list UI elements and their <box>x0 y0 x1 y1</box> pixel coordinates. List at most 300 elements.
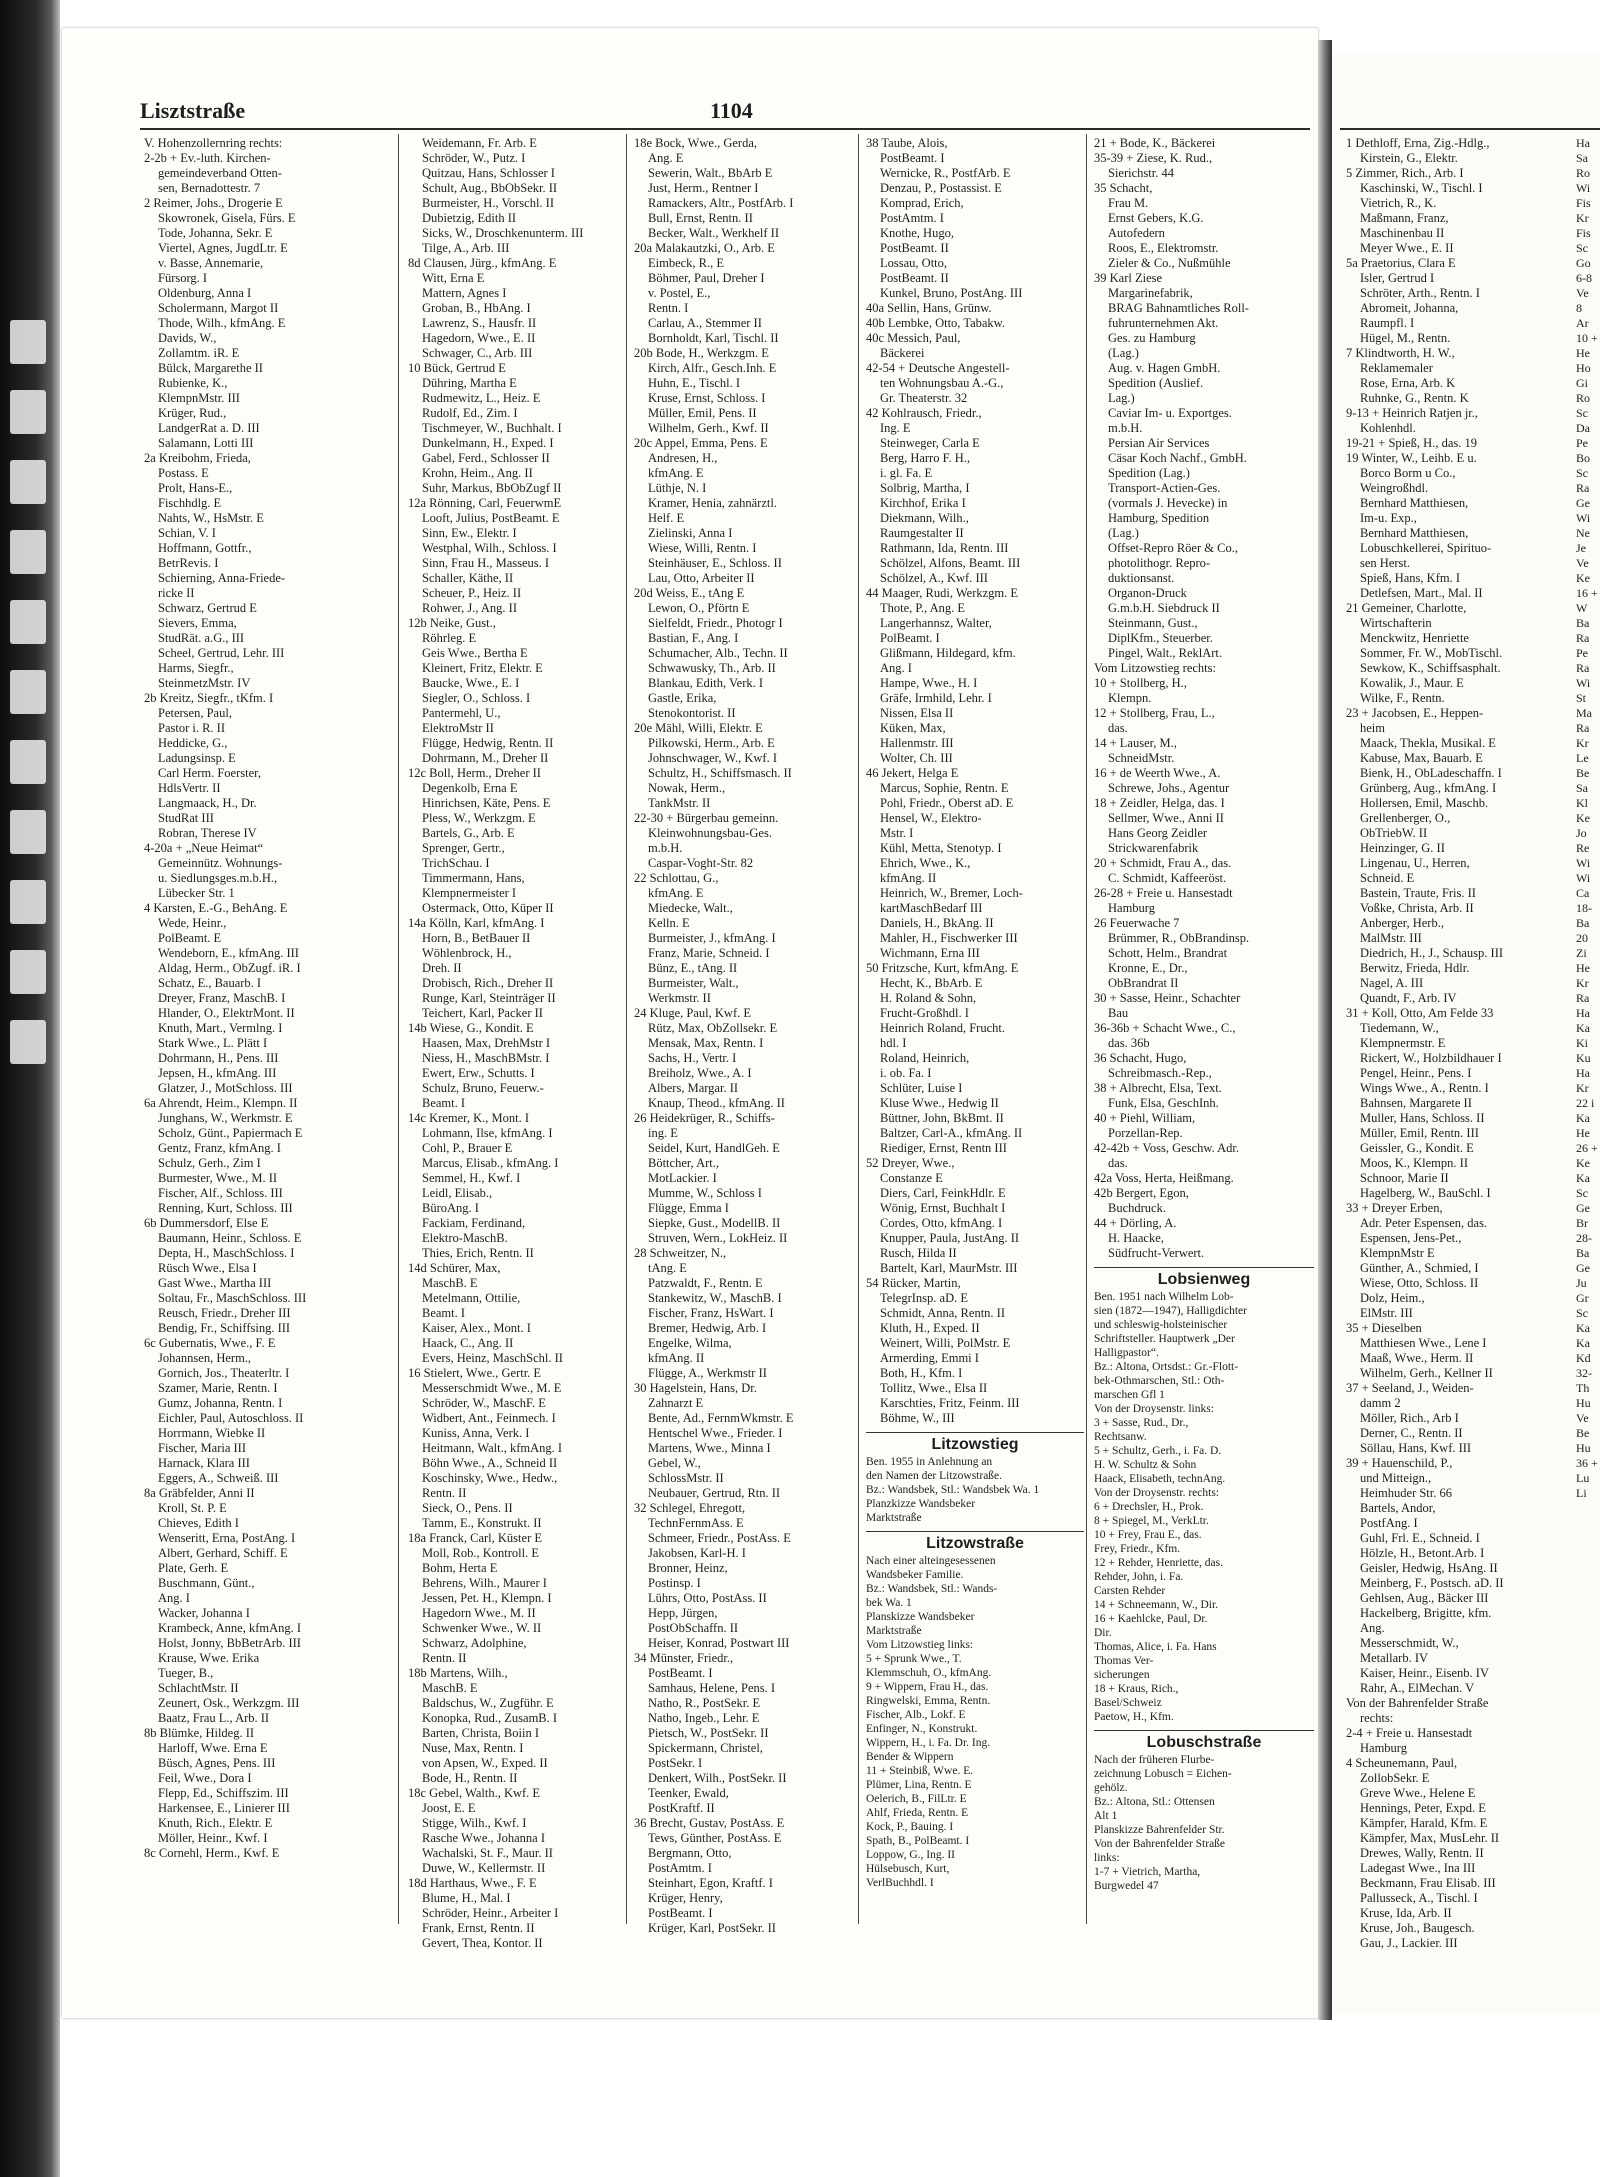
directory-entry: Feil, Wwe., Dora I <box>158 1771 252 1785</box>
directory-entry: rechts: <box>1360 1711 1394 1725</box>
directory-entry: Bornholdt, Karl, Tischl. II <box>648 331 779 345</box>
directory-entry: Frey, Friedr., Kfm. <box>1094 1543 1181 1555</box>
directory-entry: 10 + <box>1576 331 1598 345</box>
directory-entry: Ve <box>1576 1411 1589 1425</box>
directory-entry: Dreh. II <box>422 961 462 975</box>
directory-entry: Paetow, H., Kfm. <box>1094 1711 1174 1723</box>
directory-entry: Fischer, Franz, HsWart. I <box>648 1306 774 1320</box>
directory-entry: Bz.: Altona, Stl.: Ottensen <box>1094 1796 1215 1808</box>
directory-entry: Sellmer, Wwe., Anni II <box>1108 811 1224 825</box>
directory-entry: PostSekr. I <box>648 1756 703 1770</box>
directory-entry: Flügge, Emma I <box>648 1201 729 1215</box>
directory-entry: TechnFernmAss. E <box>648 1516 744 1530</box>
directory-entry: Heinzinger, G. II <box>1360 841 1445 855</box>
directory-entry: Ho <box>1576 361 1591 375</box>
directory-entry: Caviar Im- u. Exportges. <box>1108 406 1232 420</box>
directory-entry: Rudmewitz, L., Heiz. E <box>422 391 541 405</box>
directory-entry: Bernhard Matthiesen, <box>1360 526 1469 540</box>
directory-entry: Kruse, Ernst, Schloss. I <box>648 391 766 405</box>
directory-entry: PolBeamt. E <box>158 931 222 945</box>
directory-entry: Pietsch, W., PostSekr. II <box>648 1726 769 1740</box>
directory-entry: Südfrucht-Verwert. <box>1108 1246 1205 1260</box>
directory-entry: Baumann, Heinr., Schloss. E <box>158 1231 302 1245</box>
directory-entry: TankMstr. II <box>648 796 711 810</box>
directory-entry: Wendeborn, E., kfmAng. III <box>158 946 299 960</box>
directory-entry: Muller, Hans, Schloss. II <box>1360 1111 1485 1125</box>
directory-entry: Plate, Gerh. E <box>158 1561 229 1575</box>
directory-entry: Be <box>1576 1426 1590 1440</box>
directory-entry: Thomas, Alice, i. Fa. Hans <box>1094 1641 1217 1653</box>
directory-entry: Carlau, A., Stemmer II <box>648 316 762 330</box>
directory-entry: kartMaschBedarf III <box>880 901 983 915</box>
directory-entry: Wede, Heinr., <box>158 916 227 930</box>
directory-entry: Rubienke, K., <box>158 376 228 390</box>
directory-entry: Bz.: Wandsbek, Stl.: Wands- <box>866 1583 998 1595</box>
directory-entry: Burmeister, Walt., <box>648 976 739 990</box>
directory-entry: Dühring, Martha E <box>422 376 517 390</box>
directory-entry: Von der Droysenstr. rechts: <box>1094 1487 1219 1499</box>
directory-entry: 30 + Sasse, Heinr., Schachter <box>1094 991 1241 1005</box>
directory-entry: Heitmann, Walt., kfmAng. I <box>422 1441 563 1455</box>
directory-entry: Duwe, W., Kellermstr. II <box>422 1861 546 1875</box>
directory-entry: Ka <box>1576 1111 1590 1125</box>
directory-entry: Von der Bahrenfelder Straße <box>1094 1838 1226 1850</box>
directory-entry: Klemmschuh, O., kfmAng. <box>866 1667 992 1679</box>
directory-entry: Horn, B., BetBauer II <box>422 931 531 945</box>
directory-entry: Möller, Heinr., Kwf. I <box>158 1831 268 1845</box>
directory-entry: Zeunert, Osk., Werkzgm. III <box>158 1696 300 1710</box>
directory-entry: Hallenmstr. III <box>880 736 954 750</box>
directory-entry: 26-28 + Freie u. Hansestadt <box>1094 886 1233 900</box>
directory-entry: 16 + <box>1576 586 1598 600</box>
directory-entry: ElMstr. III <box>1360 1306 1413 1320</box>
directory-entry: 20d Weiss, E., tAng E <box>634 586 745 600</box>
directory-entry: 44 + Dörling, A. <box>1094 1216 1177 1230</box>
directory-entry: Rüsch Wwe., Elsa I <box>158 1261 257 1275</box>
directory-entry: Nach einer alteingesessenen <box>866 1555 996 1567</box>
directory-entry: Pohl, Friedr., Oberst aD. E <box>880 796 1014 810</box>
directory-entry: 5 + Sprunk Wwe., T. <box>866 1653 962 1665</box>
directory-entry: Von der Droysenstr. links: <box>1094 1403 1214 1415</box>
directory-entry: Lawrenz, S., Hausfr. II <box>422 316 537 330</box>
directory-entry: Dubietzig, Edith II <box>422 211 517 225</box>
directory-entry: und Mitteign., <box>1360 1471 1432 1485</box>
directory-entry: 28- <box>1576 1231 1592 1245</box>
directory-entry: Gabel, Ferd., Schlosser II <box>422 451 550 465</box>
column-divider <box>858 134 859 1924</box>
directory-entry: Bull, Ernst, Rentn. II <box>648 211 753 225</box>
directory-entry: Kämpfer, Max, MusLehr. II <box>1360 1831 1500 1845</box>
directory-entry: 14c Kremer, K., Mont. I <box>408 1111 529 1125</box>
directory-entry: Ladegast Wwe., Ina III <box>1360 1861 1476 1875</box>
directory-entry: Joost, E. E <box>422 1801 476 1815</box>
directory-entry: Sa <box>1576 781 1588 795</box>
directory-entry: 34 Münster, Friedr., <box>634 1651 734 1665</box>
directory-entry: Schneid. E <box>1360 871 1415 885</box>
directory-entry: Kr <box>1576 736 1589 750</box>
directory-entry: Denzau, P., Postassist. E <box>880 181 1002 195</box>
directory-entry: Oldenburg, Anna I <box>158 286 252 300</box>
directory-entry: Zieler & Co., Nußmühle <box>1108 256 1231 270</box>
directory-entry: 21 Gemeiner, Charlotte, <box>1346 601 1467 615</box>
directory-entry: Schmeer, Friedr., PostAss. E <box>648 1531 791 1545</box>
directory-entry: Derner, C., Rentn. II <box>1360 1426 1463 1440</box>
directory-entry: 10 + Stollberg, H., <box>1094 676 1187 690</box>
directory-entry: Patzwaldt, F., Rentn. E <box>648 1276 763 1290</box>
directory-entry: das. <box>1108 721 1128 735</box>
directory-entry: Rudolf, Ed., Zim. I <box>422 406 518 420</box>
directory-entry: Baucke, Wwe., E. I <box>422 676 520 690</box>
directory-entry: ObBrandrat II <box>1108 976 1179 990</box>
directory-entry: Ges. zu Hamburg <box>1108 331 1196 345</box>
directory-entry: Diers, Carl, FeinkHdlr. E <box>880 1186 1006 1200</box>
directory-entry: Dolz, Heim., <box>1360 1291 1425 1305</box>
directory-entry: Je <box>1576 541 1586 555</box>
directory-entry: Ra <box>1576 721 1590 735</box>
directory-entry: Bau <box>1108 1006 1129 1020</box>
directory-entry: sen Herst. <box>1360 556 1410 570</box>
directory-entry: Ra <box>1576 661 1590 675</box>
page-number: 1104 <box>710 98 753 123</box>
directory-entry: Böhn Wwe., A., Schneid II <box>422 1456 558 1470</box>
directory-entry: Cäsar Koch Nachf., GmbH. <box>1108 451 1247 465</box>
directory-entry: Armerding, Emmi I <box>880 1351 979 1365</box>
directory-entry: Grünberg, Aug., kfmAng. I <box>1360 781 1497 795</box>
directory-entry: Ba <box>1576 916 1590 930</box>
directory-entry: Gebel, W., <box>648 1456 701 1470</box>
directory-entry: Schröder, W., MaschF. E <box>422 1396 546 1410</box>
directory-entry: Bernhard Matthiesen, <box>1360 496 1469 510</box>
column-divider <box>398 134 399 1924</box>
directory-entry: Roos, E., Elektromstr. <box>1108 241 1219 255</box>
directory-entry: Seidel, Kurt, HandlGeh. E <box>648 1141 780 1155</box>
directory-entry: 38 + Albrecht, Elsa, Text. <box>1094 1081 1222 1095</box>
directory-entry: PostBeamt. I <box>880 151 945 165</box>
directory-entry: 9-13 + Heinrich Ratjen jr., <box>1346 406 1479 420</box>
directory-entry: 16 + de Weerth Wwe., A. <box>1094 766 1221 780</box>
directory-entry: 3 + Sasse, Rud., Dr., <box>1094 1417 1189 1429</box>
directory-entry: Berwitz, Frieda, Hdlr. <box>1360 961 1470 975</box>
directory-entry: Knuth, Rich., Elektr. E <box>158 1816 273 1830</box>
directory-entry: 39 + Hauenschild, P., <box>1346 1456 1453 1470</box>
directory-entry: Planzkizze Wandsbeker <box>866 1498 976 1510</box>
directory-entry: kfmAng. II <box>648 1351 705 1365</box>
directory-entry: Vom Litzowstieg links: <box>866 1639 974 1651</box>
directory-entry: tAng. E <box>648 1261 687 1275</box>
directory-entry: Ostermack, Otto, Küper II <box>422 901 554 915</box>
directory-entry: Ge <box>1576 496 1590 510</box>
directory-entry: Mumme, W., Schloss I <box>648 1186 762 1200</box>
directory-entry: Glißmann, Hildegard, kfm. <box>880 646 1016 660</box>
directory-entry: Kleinert, Fritz, Elektr. E <box>422 661 543 675</box>
directory-entry: Bünz, E., tAng. II <box>648 961 738 975</box>
directory-entry: Ben. 1951 nach Wilhelm Lob- <box>1094 1291 1234 1303</box>
directory-entry: SchlachtMstr. II <box>158 1681 239 1695</box>
directory-entry: Thote, P., Ang. E <box>880 601 966 615</box>
directory-entry: Büsch, Agnes, Pens. III <box>158 1756 276 1770</box>
directory-entry: Nuse, Max, Rentn. I <box>422 1741 524 1755</box>
directory-entry: Flepp, Ed., Schiffszim. III <box>158 1786 289 1800</box>
directory-entry: PostBeamt. II <box>880 271 949 285</box>
directory-entry: Th <box>1576 1381 1590 1395</box>
directory-entry: 12b Neike, Gust., <box>408 616 496 630</box>
directory-entry: Wippern, H., i. Fa. Dr. Ing. <box>866 1737 991 1749</box>
directory-entry: BRAG Bahnamtliches Roll- <box>1108 301 1249 315</box>
directory-entry: 32- <box>1576 1366 1592 1380</box>
directory-entry: Scholermann, Margot II <box>158 301 279 315</box>
directory-entry: Kroll, St. P. E <box>158 1501 227 1515</box>
directory-entry: Sc <box>1576 466 1588 480</box>
directory-entry: Stankewitz, W., MaschB. I <box>648 1291 782 1305</box>
directory-entry: Rickert, W., Holzbildhauer I <box>1360 1051 1502 1065</box>
directory-entry: Rahr, A., ElMechan. V <box>1360 1681 1475 1695</box>
directory-entry: Ruhnke, G., Rentn. K <box>1360 391 1469 405</box>
directory-entry: Leidl, Elisab., <box>422 1186 493 1200</box>
directory-entry: Kaiser, Alex., Mont. I <box>422 1321 531 1335</box>
directory-entry: Beamt. I <box>422 1306 466 1320</box>
directory-entry: Sc <box>1576 241 1588 255</box>
directory-entry: 18e Bock, Wwe., Gerda, <box>634 136 757 150</box>
directory-entry: Hennings, Peter, Expd. E <box>1360 1801 1486 1815</box>
directory-entry: Ba <box>1576 616 1590 630</box>
directory-entry: Margarinefabrik, <box>1108 286 1193 300</box>
directory-entry: Tiedemann, W., <box>1360 1021 1439 1035</box>
directory-entry: H. W. Schultz & Sohn <box>1094 1459 1197 1471</box>
directory-entry: 5 + Schultz, Gerh., i. Fa. D. <box>1094 1445 1222 1457</box>
directory-entry: Solbrig, Martha, I <box>880 481 970 495</box>
directory-entry: Maack, Thekla, Musikal. E <box>1360 736 1496 750</box>
directory-entry: 9 + Wippern, Frau H., das. <box>866 1681 989 1693</box>
directory-entry: Ra <box>1576 991 1590 1005</box>
directory-entry: 18b Martens, Wilh., <box>408 1666 508 1680</box>
directory-entry: Natho, R., PostSekr. E <box>648 1696 761 1710</box>
directory-entry: 50 Fritzsche, Kurt, kfmAng. E <box>866 961 1019 975</box>
directory-entry: Tode, Johanna, Sekr. E <box>158 226 273 240</box>
directory-entry: 42b Bergert, Egon, <box>1094 1186 1189 1200</box>
directory-entry: Gr. Theaterstr. 32 <box>880 391 968 405</box>
directory-entry: Bergmann, Otto, <box>648 1846 732 1860</box>
directory-entry: Koschinsky, Wwe., Hedw., <box>422 1471 558 1485</box>
directory-entry: Flügge, A., Werkmstr II <box>648 1366 767 1380</box>
directory-entry: Wi <box>1576 676 1591 690</box>
directory-entry: Bartels, G., Arb. E <box>422 826 515 840</box>
directory-entry: Lingenau, U., Herren, <box>1360 856 1470 870</box>
directory-entry: Fis <box>1576 226 1591 240</box>
directory-entry: Fis <box>1576 196 1591 210</box>
directory-entry: photolithogr. Repro- <box>1108 556 1211 570</box>
directory-entry: Hamburg, Spedition <box>1108 511 1210 525</box>
directory-entry: Sierichstr. 44 <box>1108 166 1174 180</box>
directory-entry: Sieck, O., Pens. II <box>422 1501 513 1515</box>
directory-entry: Knothe, Hugo, <box>880 226 954 240</box>
directory-entry: Klempn. <box>1108 691 1152 705</box>
directory-entry: Funk, Elsa, GeschInh. <box>1108 1096 1219 1110</box>
directory-entry: Spath, B., PolBeamt. I <box>866 1835 970 1847</box>
directory-entry: 10 Bück, Gertrud E <box>408 361 506 375</box>
directory-entry: Kämpfer, Harald, Kfm. E <box>1360 1816 1488 1830</box>
directory-entry: Hoffmann, Gottfr., <box>158 541 252 555</box>
directory-entry: Ha <box>1576 1006 1590 1020</box>
directory-entry: Kirch, Alfr., Gesch.Inh. E <box>648 361 777 375</box>
directory-entry: Marcus, Elisab., kfmAng. I <box>422 1156 559 1170</box>
directory-entry: Hu <box>1576 1396 1591 1410</box>
directory-entry: Küken, Max, <box>880 721 946 735</box>
directory-entry: St <box>1576 691 1587 705</box>
directory-entry: Sicks, W., Droschkenunterm. III <box>422 226 584 240</box>
directory-entry: Go <box>1576 256 1591 270</box>
directory-entry: 18a Franck, Carl, Küster E <box>408 1531 542 1545</box>
directory-entry: 18d Harthaus, Wwe., F. E <box>408 1876 537 1890</box>
directory-entry: Bäckerei <box>880 346 925 360</box>
directory-entry: zeichnung Lobusch = Eichen- <box>1094 1768 1232 1780</box>
directory-entry: Heimhuder Str. 66 <box>1360 1486 1453 1500</box>
directory-entry: Miedecke, Walt., <box>648 901 733 915</box>
directory-entry: Skowronek, Gisela, Fürs. E <box>158 211 296 225</box>
directory-entry: Planskizze Wandsbeker <box>866 1611 975 1623</box>
directory-entry: Bz.: Altona, Ortsdst.: Gr.-Flott- <box>1094 1361 1239 1373</box>
directory-entry: H. Haacke, <box>1108 1231 1164 1245</box>
directory-entry: Niess, H., MaschBMstr. I <box>422 1051 550 1065</box>
directory-entry: Suhr, Markus, BbObZugf II <box>422 481 562 495</box>
directory-entry: PostfAng. I <box>1360 1516 1418 1530</box>
directory-entry: PostBeamt. I <box>648 1666 713 1680</box>
directory-entry: Meyer Wwe., E. II <box>1360 241 1454 255</box>
directory-entry: Lüthje, N. I <box>648 481 707 495</box>
directory-entry: Organon-Druck <box>1108 586 1187 600</box>
directory-entry: 40b Lembke, Otto, Tabakw. <box>866 316 1006 330</box>
directory-entry: Teichert, Karl, Packer II <box>422 1006 543 1020</box>
directory-entry: Martens, Wwe., Minna I <box>648 1441 771 1455</box>
directory-entry: Baldschus, W., Zugführ. E <box>422 1696 554 1710</box>
directory-entry: Reklamemaler <box>1360 361 1433 375</box>
directory-entry: Krüger, Rud., <box>158 406 227 420</box>
directory-entry: Flügge, Hedwig, Rentn. II <box>422 736 554 750</box>
directory-entry: Kirstein, G., Elektr. <box>1360 151 1458 165</box>
directory-entry: Br <box>1576 1216 1588 1230</box>
directory-entry: m.b.H. <box>1108 421 1143 435</box>
directory-entry: 10 + Frey, Frau E., das. <box>1094 1529 1202 1541</box>
directory-entry: Soltau, Fr., MaschSchloss. III <box>158 1291 307 1305</box>
directory-entry: Just, Herm., Rentner I <box>648 181 759 195</box>
directory-entry: Sinn, Frau H., Masseus. I <box>422 556 550 570</box>
directory-entry: Holst, Jonny, BbBetrArb. III <box>158 1636 301 1650</box>
directory-entry: Andresen, H., <box>648 451 718 465</box>
directory-entry: Nach der früheren Flurbe- <box>1094 1754 1215 1766</box>
directory-entry: Ladungsinsp. E <box>158 751 236 765</box>
directory-entry: 36 + <box>1576 1456 1598 1470</box>
directory-entry: Blankau, Edith, Verk. I <box>648 676 764 690</box>
directory-entry: Frucht-Großhdl. I <box>880 1006 969 1020</box>
directory-entry: 2-2b + Ev.-luth. Kirchen- <box>144 151 271 165</box>
directory-entry: 38 Taube, Alois, <box>866 136 948 150</box>
directory-entry: Wi <box>1576 181 1591 195</box>
directory-entry: Gast Wwe., Martha III <box>158 1276 272 1290</box>
directory-entry: 4 Karsten, E.-G., BehAng. E <box>144 901 288 915</box>
directory-entry: Mensak, Max, Rentn. I <box>648 1036 764 1050</box>
directory-entry: 2 Reimer, Johs., Drogerie E <box>144 196 283 210</box>
directory-entry: Geisler, Hedwig, HsAng. II <box>1360 1561 1498 1575</box>
directory-entry: Tews, Günther, PostAss. E <box>648 1831 782 1845</box>
directory-entry: Stenokontorist. II <box>648 706 736 720</box>
directory-entry: 2-4 + Freie u. Hansestadt <box>1346 1726 1473 1740</box>
directory-entry: Berg, Harro F. H., <box>880 451 971 465</box>
directory-entry: Carsten Rehder <box>1094 1585 1166 1597</box>
directory-entry: Schröter, Arth., Rentn. I <box>1360 286 1480 300</box>
directory-entry: 35 Schacht, <box>1094 181 1153 195</box>
directory-entry: Müller, Emil, Pens. II <box>648 406 757 420</box>
directory-entry: Ra <box>1576 481 1590 495</box>
directory-entry: Kleinwohnungsbau-Ges. <box>648 826 772 840</box>
directory-entry: sen, Bernadottestr. 7 <box>158 181 261 195</box>
directory-entry: Ka <box>1576 1171 1590 1185</box>
directory-entry: 16 + Kaehlcke, Paul, Dr. <box>1094 1613 1208 1625</box>
directory-entry: Elektro-MaschB. <box>422 1231 508 1245</box>
directory-entry: Roland, Heinrich, <box>880 1051 970 1065</box>
directory-entry: VerlBuchhdl. I <box>866 1877 934 1889</box>
directory-entry: Bremer, Hedwig, Arb. I <box>648 1321 767 1335</box>
directory-entry: Marktstraße <box>866 1512 922 1524</box>
directory-entry: 14 + Schneemann, W., Dir. <box>1094 1599 1219 1611</box>
directory-entry: Kd <box>1576 1351 1591 1365</box>
directory-entry: Barten, Christa, Boiin I <box>422 1726 539 1740</box>
directory-entry: Schwarz, Adolphine, <box>422 1636 527 1650</box>
directory-entry: 36 Schacht, Hugo, <box>1094 1051 1187 1065</box>
spine-decoration <box>10 320 52 1220</box>
directory-entry: Oelerich, B., FilLtr. E <box>866 1793 967 1805</box>
directory-entry: 8a Gräbfelder, Anni II <box>144 1486 255 1500</box>
directory-entry: Beckmann, Frau Elisab. III <box>1360 1876 1496 1890</box>
directory-entry: Eichler, Paul, Autoschloss. II <box>158 1411 304 1425</box>
directory-entry: Maschinenbau II <box>1360 226 1445 240</box>
directory-entry: 31 + Koll, Otto, Am Felde 33 <box>1346 1006 1494 1020</box>
directory-entry: Bode, H., Rentn. II <box>422 1771 518 1785</box>
directory-entry: das. <box>1108 1156 1128 1170</box>
directory-entry: Depta, H., MaschSchloss. I <box>158 1246 295 1260</box>
directory-entry: Ernst Gebers, K.G. <box>1108 211 1204 225</box>
directory-entry: 8 <box>1576 301 1582 315</box>
directory-entry: Klempnermstr. E <box>1360 1036 1446 1050</box>
directory-entry: Bartelt, Karl, MaurMstr. III <box>880 1261 1018 1275</box>
directory-entry: 2b Kreitz, Siegfr., tKfm. I <box>144 691 274 705</box>
directory-entry: Cohl, P., Brauer E <box>422 1141 513 1155</box>
directory-entry: Zahnarzt E <box>648 1396 704 1410</box>
directory-entry: Buchdruck. <box>1108 1201 1166 1215</box>
directory-entry: Postinsp. I <box>648 1576 701 1590</box>
directory-entry: Lau, Otto, Arbeiter II <box>648 571 755 585</box>
directory-entry: Schmidt, Anna, Rentn. II <box>880 1306 1005 1320</box>
directory-entry: Lewon, O., Pförtn E <box>648 601 750 615</box>
directory-entry: Werkmstr. II <box>648 991 711 1005</box>
directory-entry: Ku <box>1576 1051 1591 1065</box>
directory-entry: Gevert, Thea, Kontor. II <box>422 1936 543 1950</box>
directory-entry: 26 Heidekrüger, R., Schiffs- <box>634 1111 775 1125</box>
directory-entry: Harloff, Wwe. Erna E <box>158 1741 268 1755</box>
directory-entry: Helf. E <box>648 511 685 525</box>
directory-entry: 4-20a + „Neue Heimat“ <box>144 841 264 855</box>
directory-entry: Strickwarenfabrik <box>1108 841 1199 855</box>
directory-entry: Loppow, G., Ing. II <box>866 1849 956 1861</box>
directory-entry: Behrens, Wilh., Maurer I <box>422 1576 547 1590</box>
directory-entry: i. ob. Fa. I <box>880 1066 932 1080</box>
directory-entry: Röhrleg. E <box>422 631 477 645</box>
directory-entry: Weidemann, Fr. Arb. E <box>422 136 537 150</box>
directory-entry: Lohmann, Ilse, kfmAng. I <box>422 1126 553 1140</box>
directory-entry: Bronner, Heinz, <box>648 1561 728 1575</box>
directory-entry: Sinn, Ew., Elektr. I <box>422 526 517 540</box>
directory-entry: 20b Bode, H., Werkzgm. E <box>634 346 769 360</box>
directory-entry: Heddicke, G., <box>158 736 228 750</box>
directory-entry: Maßmann, Franz, <box>1360 211 1449 225</box>
